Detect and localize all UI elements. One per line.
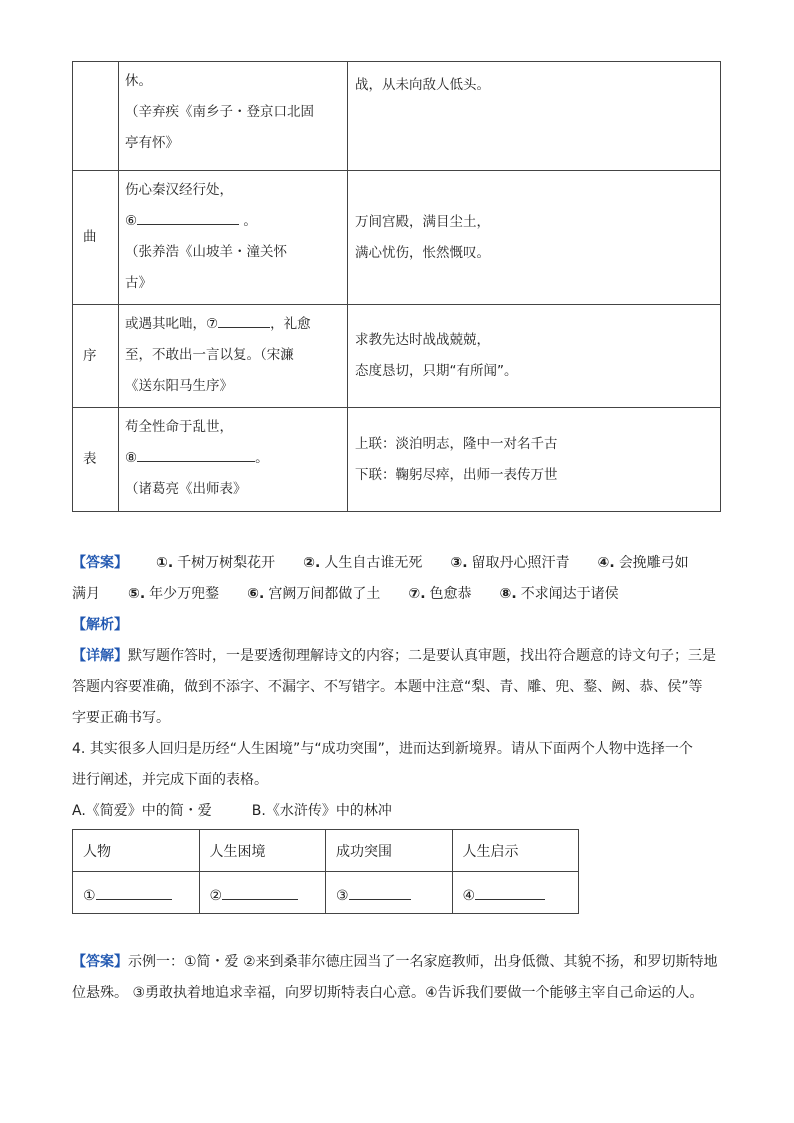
blank-cell: ① [73, 872, 200, 914]
poem-cell [119, 171, 348, 305]
analysis-line: 字要正确书写。 [72, 710, 170, 726]
note-cell [348, 408, 721, 512]
table-row [73, 305, 721, 408]
genre-cell [73, 62, 119, 171]
poem-line: 亭有怀》 [125, 135, 179, 151]
answer-section-2 [72, 947, 722, 1009]
answer-blank [96, 881, 172, 900]
note-cell [348, 171, 721, 305]
blank-cell: ③ [326, 872, 453, 914]
table-row [73, 171, 721, 305]
note-cell [348, 305, 721, 408]
genre-cell: 曲 [73, 171, 119, 305]
answer-blank [349, 881, 411, 900]
answer-section-1 [72, 548, 722, 827]
poem-line: （诸葛亮《出师表》 [125, 481, 247, 497]
analysis-line: 答题内容要准确，做到不添字、不漏字、不写错字。本题中注意“梨、青、雕、兜、鍪、阙、恭、侯”等 [72, 679, 703, 695]
note-line: 求教先达时战战兢兢， [355, 332, 490, 348]
answer-blank [475, 881, 545, 900]
question-line: 进行阐述，并完成下面的表格。 [72, 772, 268, 788]
answer-blank [218, 309, 270, 328]
poem-cell [119, 408, 348, 512]
poem-cell [119, 62, 348, 171]
poem-line: 休。 [125, 73, 152, 89]
answer-blank [137, 443, 255, 462]
question-options [72, 796, 722, 827]
poem-line: 至，不敢出一言以复。（宋濂 [125, 347, 294, 363]
note-line: 下联：鞠躬尽瘁，出师一表传万世 [355, 466, 558, 483]
poem-line: 或遇其叱咄，⑦ ，礼愈 [125, 309, 341, 340]
analysis-label: 【解析】 [72, 617, 128, 633]
poem-line: 苟全性命于乱世， [125, 419, 233, 435]
note-cell [348, 62, 721, 171]
genre-cell: 表 [73, 408, 119, 512]
answer-line: 【答案】 ①. 千树万树梨花开 ②. 人生自古谁无死 ③. 留取丹心照汗青 ④. 会挽雕弓如 [72, 555, 689, 571]
fill-table [72, 829, 579, 914]
header-cell: 人生困境 [199, 830, 326, 872]
analysis-line: 【详解】默写题作答时，一是要透彻理解诗文的内容；二是要认真审题，找出符合题意的诗文句子；三是 [72, 648, 716, 664]
poem-table [72, 61, 721, 512]
note-line: 满心忧伤，怅然慨叹。 [355, 244, 490, 261]
poem-line: （辛弃疾《南乡子・登京口北固 [125, 104, 314, 120]
question-line: 4. 其实很多人回归是历经“人生困境”与“成功突围”，进而达到新境界。请从下面两个人物中选择一个 [72, 741, 693, 757]
table-row [73, 62, 721, 171]
header-cell: 成功突围 [326, 830, 453, 872]
table-row [73, 872, 579, 914]
header-cell: 人生启示 [452, 830, 579, 872]
answer-label: 【答案】 [72, 954, 128, 970]
table-row [73, 408, 721, 512]
poem-line: 古》 [125, 275, 152, 291]
header-cell: 人物 [73, 830, 200, 872]
answer-label: 【答案】 [72, 555, 128, 571]
poem-line: 《送东阳马生序》 [125, 378, 233, 394]
answer-blank [137, 206, 239, 225]
poem-cell [119, 305, 348, 408]
poem-line: 伤心秦汉经行处， [125, 182, 233, 198]
note-line: 战，从未向敌人低头。 [355, 77, 490, 93]
note-line: 上联：淡泊明志，隆中一对名千古 [355, 435, 558, 452]
poem-line: （张养浩《山坡羊・潼关怀 [125, 244, 287, 260]
answer-blank [222, 881, 298, 900]
note-line: 万间宫殿，满目尘土， [355, 213, 490, 230]
blank-cell: ④ [452, 872, 579, 914]
answer-line: 满月 ⑤. 年少万兜鍪 ⑥. 宫阙万间都做了土 ⑦. 色愈恭 ⑧. 不求闻达于诸侯 [72, 586, 619, 602]
poem-line: ⑧ 。 [125, 443, 341, 474]
genre-cell: 序 [73, 305, 119, 408]
option-b: B.《水浒传》中的林冲 [251, 803, 392, 819]
blank-cell: ② [199, 872, 326, 914]
answer-line: 【答案】示例一：①简・爱 ②来到桑菲尔德庄园当了一名家庭教师，出身低微、其貌不扬，和罗切斯特地 [72, 954, 718, 970]
table-row [73, 830, 579, 872]
option-a: A.《简爱》中的简・爱 [72, 803, 212, 819]
note-line: 态度恳切，只期“有所闻”。 [355, 363, 518, 379]
poem-line: ⑥ 。 [125, 206, 341, 237]
answer-line: 位悬殊。 ③勇敢执着地追求幸福，向罗切斯特表白心意。④告诉我们要做一个能够主宰自己命运的人。 [72, 985, 704, 1001]
